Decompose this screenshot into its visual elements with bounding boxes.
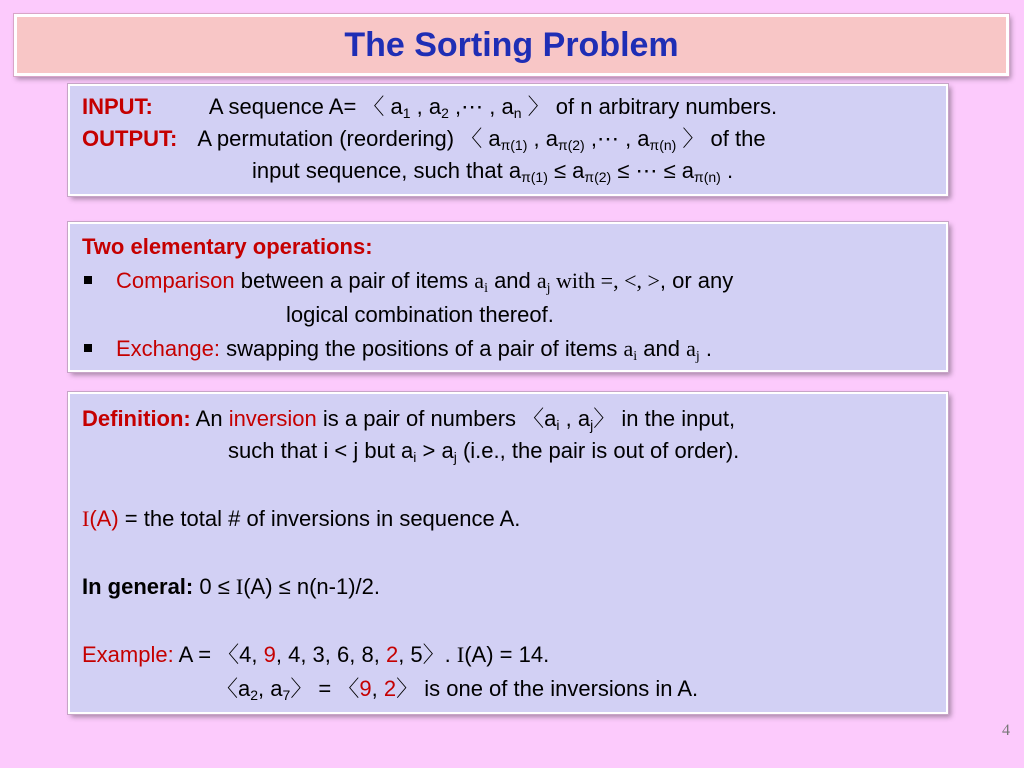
output-label: OUTPUT: (82, 126, 178, 151)
definition-box (68, 392, 948, 714)
definition-line-2: such that i < j but $a_i > a_j$ (i.e., the pair is out of order). (228, 438, 740, 465)
output-line-2: input sequence, such that $a_{\pi(1)} \le a_{\pi(2)}$ ≤ ⋯ ≤ $a_{\pi(n)}$ . (252, 158, 734, 185)
bullet-icon (84, 344, 92, 352)
bullet-exchange: Exchange: swapping the positions of a pair of items $a_i$ and $a_j$ . (84, 334, 712, 364)
input-line: INPUT: A sequence A= 〈 $a_1$ , $a_2$ ,⋯ , $a_n$ 〉 of n arbitrary numbers. (82, 94, 778, 121)
bullet-comparison: Comparison between a pair of items $a_i$ and $a_j$ with =, <, >, or any (84, 266, 733, 296)
example-line: Example: A = 〈4, 9, 4, 3, 6, 8, 2, 5〉. I(A) = 14. (82, 642, 550, 667)
operations-box (68, 222, 948, 372)
page-number: 4 (1002, 722, 1010, 739)
in-general-label: In general: (82, 574, 194, 599)
example-label: Example: (82, 642, 174, 667)
bullet-icon (84, 276, 92, 284)
operations-heading: Two elementary operations: (82, 234, 373, 259)
in-general-line: In general: 0 ≤ I(A) ≤ n(n-1)/2. (82, 574, 381, 599)
title-banner (14, 14, 1009, 76)
definition-line-1: Definition: An inversion is a pair of numbers 〈$a_i$ , $a_j$〉 in the input, (82, 406, 736, 433)
input-label: INPUT: (82, 94, 153, 119)
example-line-2: 〈$a_2$, $a_7$〉 = 〈9, 2〉 is one of the inversions in A. (216, 676, 699, 703)
inversion-count-definition: I(A) = the total # of inversions in sequence A. (82, 506, 521, 531)
bullet-comparison-line-2: logical combination thereof. (286, 302, 554, 327)
output-line: OUTPUT: A permutation (reordering) 〈 $a_{\pi(1)}$ , $a_{\pi(2)}$ ,⋯ , $a_{\pi(n)}$ 〉 of the (82, 126, 766, 153)
definition-label: Definition: (82, 406, 191, 431)
slide-title: The Sorting Problem (344, 26, 679, 64)
input-output-box (68, 84, 948, 196)
